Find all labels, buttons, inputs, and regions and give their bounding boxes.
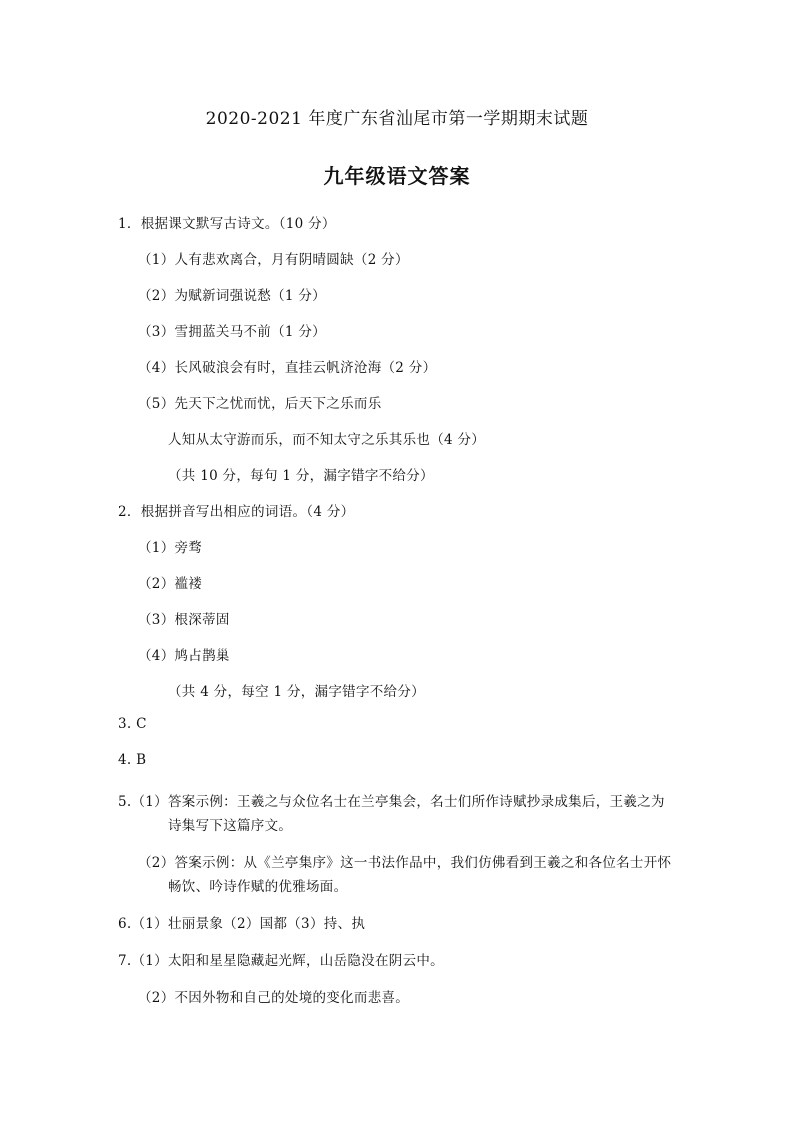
answer-2-1: （1）旁骛	[138, 540, 203, 556]
answer-5-2: （2）答案示例：从《兰亭集序》这一书法作品中，我们仿佛看到王羲之和各位名士开怀	[138, 855, 672, 871]
answer-5-1: 5.（1）答案示例：王羲之与众位名士在兰亭集会，名士们所作诗赋抄录成集后，王羲之为	[118, 794, 665, 810]
answer-3: 3. C	[118, 716, 147, 732]
document-subtitle: 九年级语文答案	[323, 164, 471, 188]
scoring-note-1: （共 10 分，每句 1 分，漏字错字不给分）	[168, 468, 434, 484]
answer-1-4: （4）长风破浪会有时，直挂云帆济沧海（2 分）	[138, 360, 437, 376]
answer-2-2: （2）褴褛	[138, 576, 203, 592]
answer-1-5-continued: 人知从太守游而乐，而不知太守之乐其乐也（4 分）	[168, 432, 486, 448]
answer-7-2: （2）不因外物和自己的处境的变化而悲喜。	[138, 990, 410, 1006]
answer-5-2-continued: 畅饮、吟诗作赋的优雅场面。	[168, 879, 348, 895]
document-title: 2020-2021 年度广东省汕尾市第一学期期末试题	[205, 109, 589, 129]
answer-5-1-continued: 诗集写下这篇序文。	[168, 818, 293, 834]
answer-2-4: （4）鸠占鹊巢	[138, 648, 230, 664]
answer-1-5: （5）先天下之忧而忧，后天下之乐而乐	[138, 396, 382, 412]
answer-4: 4. B	[118, 752, 147, 768]
question-2-heading: 2．根据拼音写出相应的词语。（4 分）	[118, 504, 355, 520]
answer-1-3: （3）雪拥蓝关马不前（1 分）	[138, 324, 326, 340]
scoring-note-2: （共 4 分，每空 1 分，漏字错字不给分）	[168, 684, 425, 700]
answer-7-1: 7.（1）太阳和星星隐藏起光辉，山岳隐没在阴云中。	[118, 953, 444, 969]
question-1-heading: 1．根据课文默写古诗文。（10 分）	[118, 216, 336, 232]
answer-1-1: （1）人有悲欢离合，月有阴晴圆缺（2 分）	[138, 252, 409, 268]
answer-1-2: （2）为赋新词强说愁（1 分）	[138, 288, 326, 304]
answer-2-3: （3）根深蒂固	[138, 612, 230, 628]
answer-6: 6.（1）壮丽景象（2）国都（3）持、执	[118, 916, 366, 932]
